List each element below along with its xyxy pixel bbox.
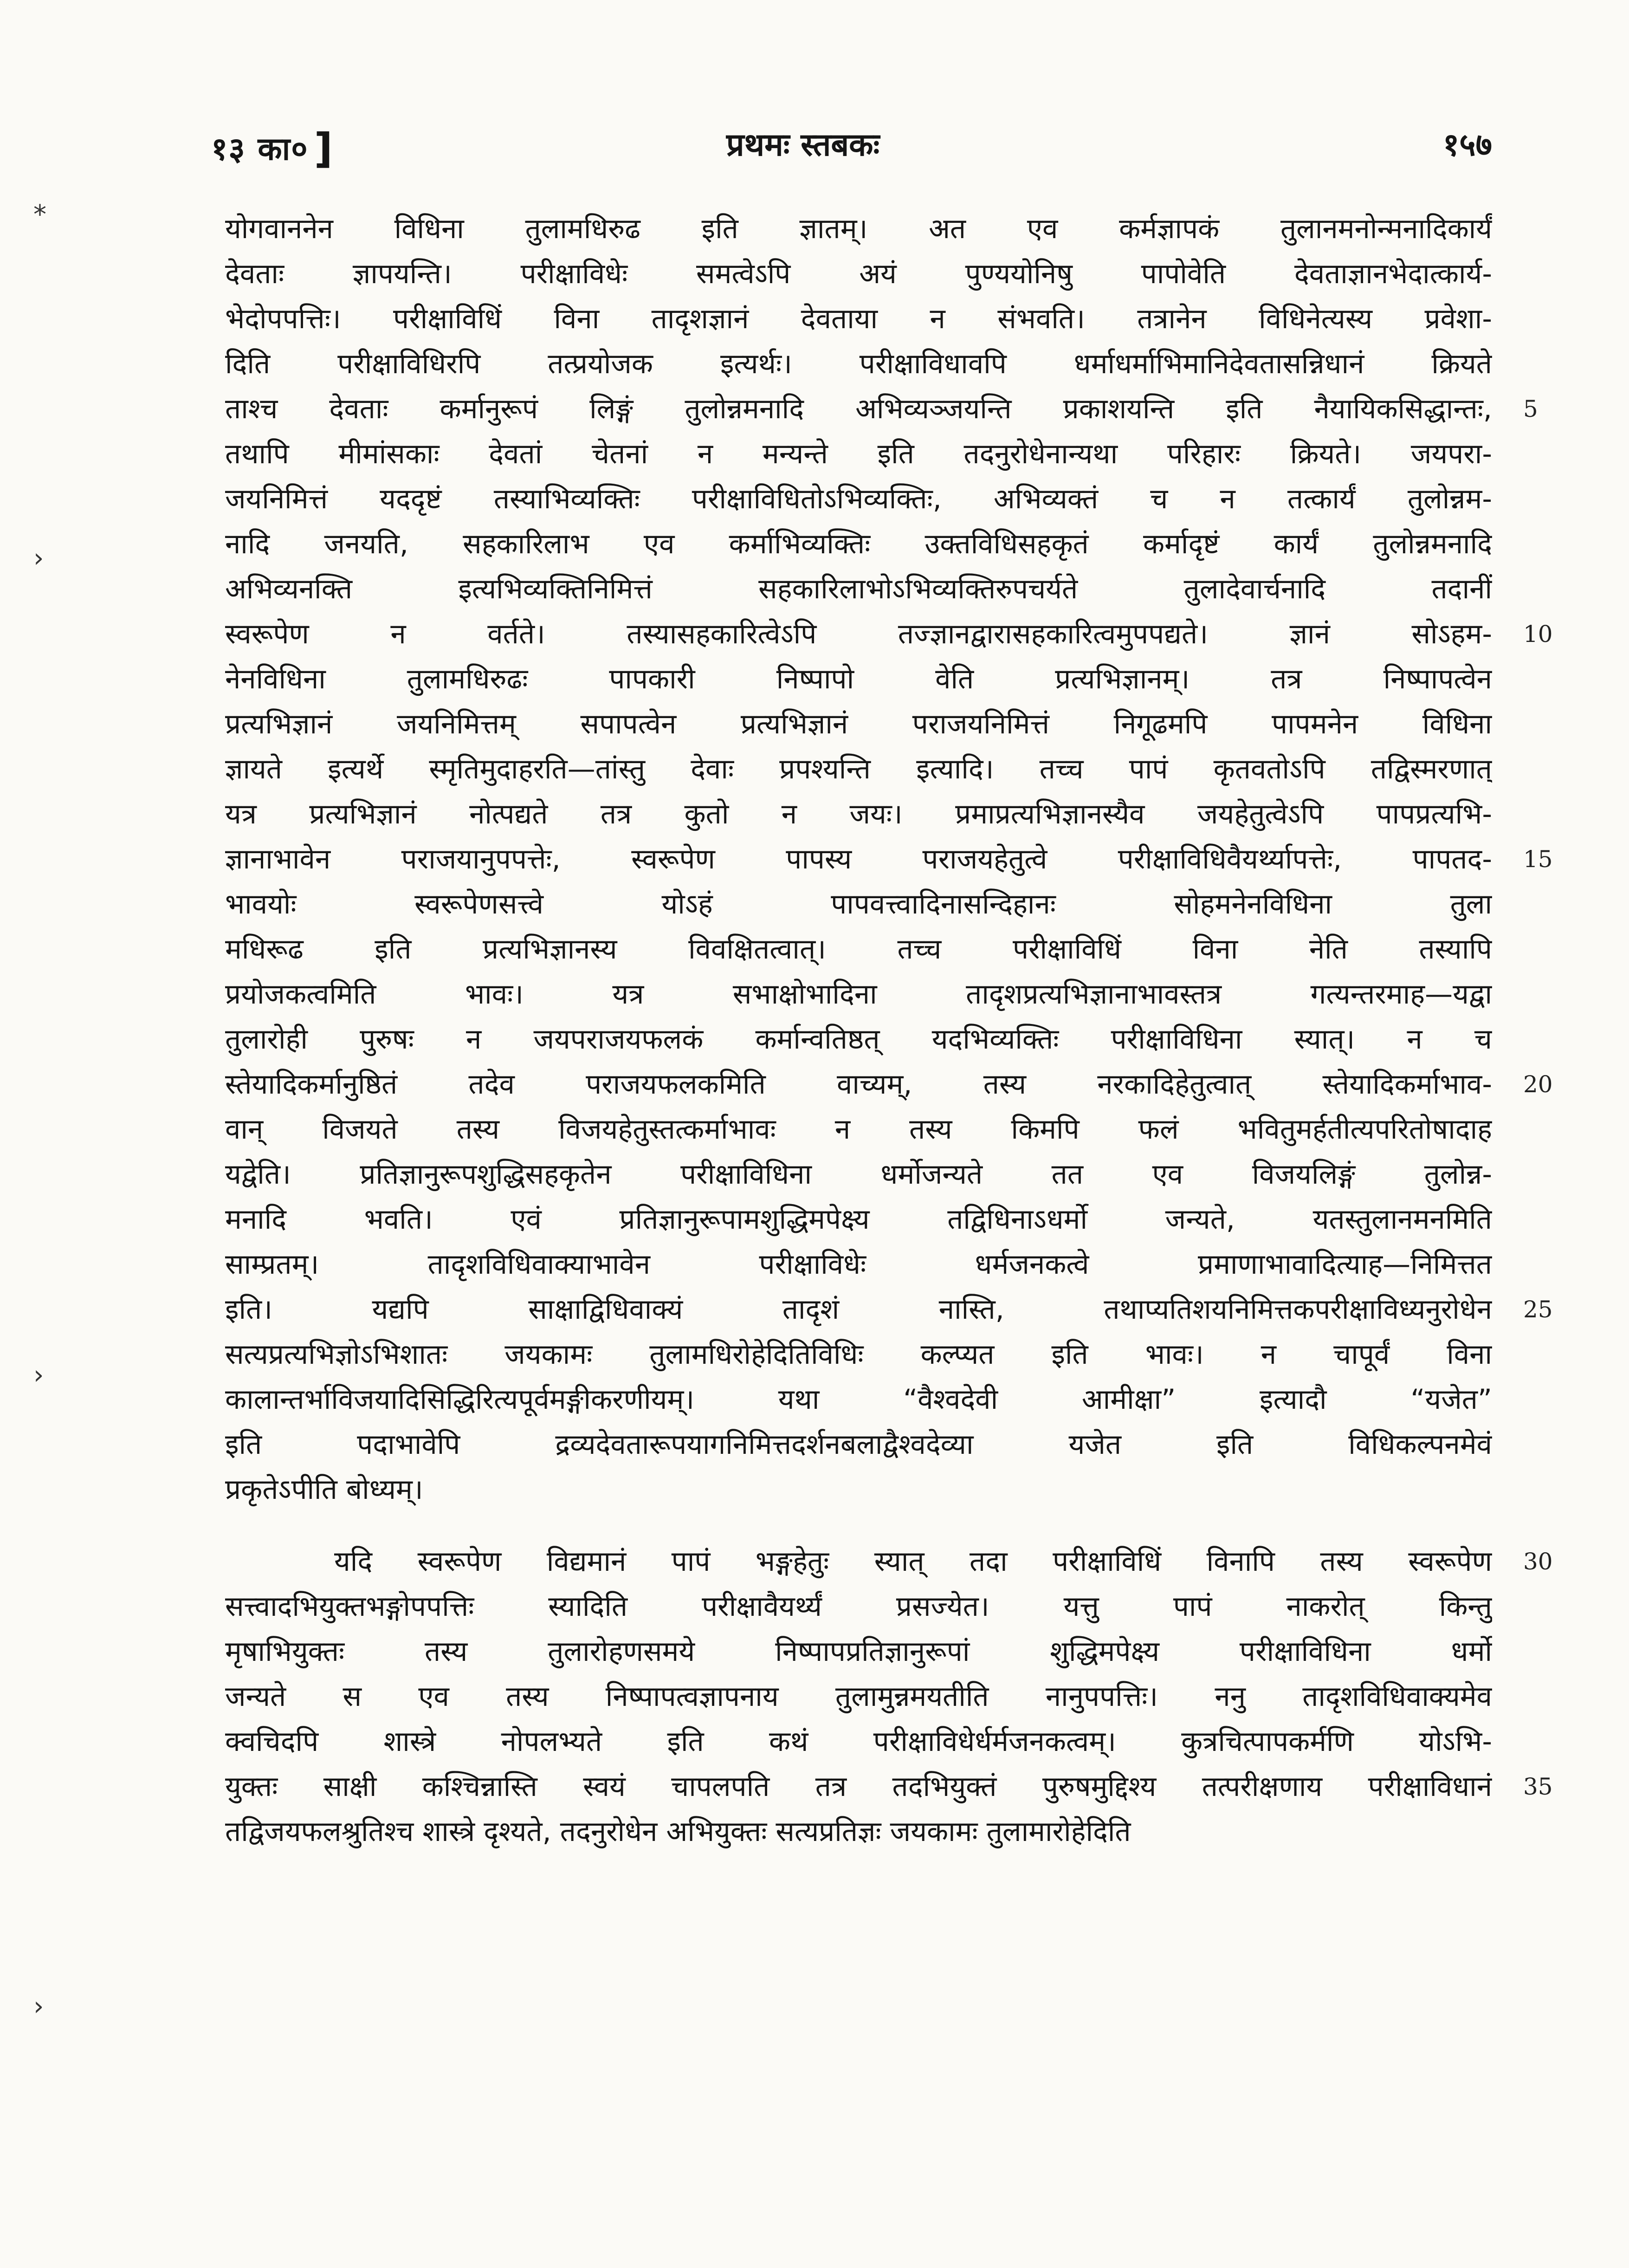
text-line: प्रयोजकत्वमिति भावः। यत्र सभाक्षोभादिना तादृशप्रत्यभिज्ञानाभावस्तत्र गत्यन्तरमाह—यद्वा — [225, 978, 1492, 1011]
text-line: युक्तः साक्षी कश्चिन्नास्ति स्वयं चापलपति तत्र तदभियुक्तं पुरुषमुद्दिश्य तत्परीक्षणाय परीक्षाविधानं — [225, 1770, 1492, 1803]
text-line: साम्प्रतम्। तादृशविधिवाक्याभावेन परीक्षाविधेः धर्मजनकत्वे प्रमाणाभावादित्याह—निमित्तत — [225, 1248, 1492, 1281]
line-number: 15 — [1523, 846, 1553, 873]
margin-mark: › — [33, 1991, 44, 2022]
text-line: कालान्तर्भाविजयादिसिद्धिरित्यपूर्वमङ्गीकरणीयम्। यथा “वैश्वदेवी आमीक्षा” इत्यादौ “यजेत” — [225, 1383, 1492, 1416]
text-line: दिति परीक्षाविधिरपि तत्प्रयोजक इत्यर्थः। परीक्षाविधावपि धर्माधर्माभिमानिदेवतासन्निधानं क्रियते — [225, 348, 1492, 380]
line-number: 20 — [1523, 1071, 1553, 1098]
margin-mark: › — [33, 543, 44, 573]
header-bracket: ] — [314, 124, 334, 172]
margin-mark: * — [33, 200, 46, 230]
text-line: यदि स्वरूपेण विद्यमानं पापं भङ्गहेतुः स्यात् तदा परीक्षाविधिं विनापि तस्य स्वरूपेण — [334, 1545, 1492, 1578]
text-line: मृषाभियुक्तः तस्य तुलारोहणसमये निष्पापप्रतिज्ञानुरूपां शुद्धिमपेक्ष्य परीक्षाविधिना धर्मो — [225, 1635, 1492, 1668]
text-line: इति। यद्यपि साक्षाद्विधिवाक्यं तादृशं नास्ति, तथाप्यतिशयनिमित्तकपरीक्षाविध्यनुरोधेन — [225, 1293, 1492, 1326]
text-line: यद्वेति। प्रतिज्ञानुरूपशुद्धिसहकृतेन परीक्षाविधिना धर्मोजन्यते तत एव विजयलिङ्गं तुलोन्न- — [225, 1158, 1492, 1191]
text-line: प्रत्यभिज्ञानं जयनिमित्तम् सपापत्वेन प्रत्यभिज्ञानं पराजयनिमित्तं निगूढमपि पापमनेन विधिना — [225, 708, 1492, 740]
line-number: 25 — [1523, 1296, 1553, 1323]
text-line: जन्यते स एव तस्य निष्पापत्वज्ञापनाय तुलामुन्नमयतीति नानुपपत्तिः। ननु तादृशविधिवाक्यमेव — [225, 1680, 1492, 1713]
text-line: भावयोः स्वरूपेणसत्त्वे योऽहं पापवत्त्वादिनासन्दिहानः सोहमनेनविधिना तुला — [225, 888, 1492, 920]
text-line: स्तेयादिकर्मानुष्ठितं तदेव पराजयफलकमिति वाच्यम्, तस्य नरकादिहेतुत्वात् स्तेयादिकर्माभाव- — [225, 1068, 1492, 1101]
text-line: तुलारोही पुरुषः न जयपराजयफलकं कर्मान्वतिष्ठत् यदभिव्यक्तिः परीक्षाविधिना स्यात्। न च — [225, 1023, 1492, 1056]
text-line: देवताः ज्ञापयन्ति। परीक्षाविधेः समत्वेऽपि अयं पुण्ययोनिषु पापोवेति देवताज्ञानभेदात्कार्य- — [225, 258, 1492, 290]
text-line: ज्ञायते इत्यर्थे स्मृतिमुदाहरति—तांस्तु देवाः प्रपश्यन्ति इत्यादि। तच्च पापं कृतवतोऽपि तद्विस्मरणात् — [225, 753, 1492, 785]
text-line: अभिव्यनक्ति इत्यभिव्यक्तिनिमित्तं सहकारिलाभोऽभिव्यक्तिरुपचर्यते तुलादेवार्चनादि तदानीं — [225, 573, 1492, 605]
running-head-left — [211, 122, 334, 172]
text-line: वान् विजयते तस्य विजयहेतुस्तत्कर्माभावः न तस्य किमपि फलं भवितुमर्हतीत्यपरितोषादाह — [225, 1113, 1492, 1146]
paragraph-2 — [225, 1539, 1492, 1854]
text-line: मनादि भवति। एवं प्रतिज्ञानुरूपामशुद्धिमपेक्ष्य तद्विधिनाऽधर्मो जन्यते, यतस्तुलानमनमिति — [225, 1203, 1492, 1236]
line-number: 30 — [1523, 1548, 1553, 1575]
page-number: १५७ — [1442, 127, 1492, 163]
text-line: यत्र प्रत्यभिज्ञानं नोत्पद्यते तत्र कुतो न जयः। प्रमाप्रत्यभिज्ञानस्यैव जयहेतुत्वेऽपि पापप्रत्यभि- — [225, 798, 1492, 830]
text-line: प्रकृतेऽपीति बोध्यम्। — [225, 1473, 423, 1506]
margin-mark: › — [33, 1360, 44, 1390]
text-line: सत्त्वादभियुक्तभङ्गोपपत्तिः स्यादिति परीक्षावैयर्थ्यं प्रसज्येत। यत्तु पापं नाकरोत् किन्तु — [225, 1590, 1492, 1623]
line-number: 35 — [1523, 1773, 1553, 1800]
text-line: स्वरूपेण न वर्तते। तस्यासहकारित्वेऽपि तज्ज्ञानद्वारासहकारित्वमुपपद्यते। ज्ञानं सोऽहम- — [225, 618, 1492, 650]
line-number: 5 — [1523, 395, 1538, 422]
line-number: 10 — [1523, 621, 1553, 648]
commentary-text — [225, 207, 1492, 1854]
text-line: जयनिमित्तं यददृष्टं तस्याभिव्यक्तिः परीक्षाविधितोऽभिव्यक्तिः, अभिव्यक्तं च न तत्कार्यं तुलोन्नम- — [225, 483, 1492, 515]
text-line: इति पदाभावेपि द्रव्यदेवतारूपयागनिमित्तदर्शनबलाद्वैश्वदेव्या यजेत इति विधिकल्पनमेवं — [225, 1428, 1492, 1461]
text-line: सत्यप्रत्यभिज्ञोऽभिशातः जयकामः तुलामधिरोहेदितिविधिः कल्प्यत इति भावः। न चापूर्वं विना — [225, 1338, 1492, 1371]
text-line: नेनविधिना तुलामधिरुढः पापकारी निष्पापो वेति प्रत्यभिज्ञानम्। तत्र निष्पापत्वेन — [225, 663, 1492, 695]
text-line: तद्विजयफलश्रुतिश्च शास्त्रे दृश्यते, तदनुरोधेन अभियुक्तः सत्यप्रतिज्ञः जयकामः तुलामारोहेदिति — [225, 1815, 1131, 1848]
section-label: १३ का० — [211, 131, 309, 168]
page-header — [211, 122, 1492, 173]
text-line: मधिरूढ इति प्रत्यभिज्ञानस्य विवक्षितत्वात्। तच्च परीक्षाविधिं विना नेति तस्यापि — [225, 933, 1492, 966]
text-line: नादि जनयति, सहकारिलाभ एव कर्माभिव्यक्तिः उक्तविधिसहकृतं कर्मादृष्टं कार्यं तुलोन्नमनादि — [225, 528, 1492, 560]
text-line: ताश्च देवताः कर्मानुरूपं लिङ्गं तुलोन्नमनादि अभिव्यञ्जयन्ति प्रकाशयन्ति इति नैयायिकसिद्धान्तः, — [225, 393, 1492, 425]
text-line: क्वचिदपि शास्त्रे नोपलभ्यते इति कथं परीक्षाविधेर्धर्मजनकत्वम्। कुत्रचित्पापकर्मणि योऽभि- — [225, 1725, 1492, 1758]
paragraph-1 — [225, 207, 1492, 1512]
text-line: योगवाननेन विधिना तुलामधिरुढ इति ज्ञातम्। अत एव कर्मज्ञापकं तुलानमनोन्मनादिकार्यं — [225, 213, 1492, 245]
running-head-title: प्रथमः स्तबकः — [726, 127, 880, 163]
text-line: भेदोपपत्तिः। परीक्षाविधिं विना तादृशज्ञानं देवताया न संभवति। तत्रानेन विधिनेत्यस्य प्रवेशा- — [225, 303, 1492, 335]
text-line: ज्ञानाभावेन पराजयानुपपत्तेः, स्वरूपेण पापस्य पराजयहेतुत्वे परीक्षाविधिवैयर्थ्यापत्तेः, पापतद- — [225, 843, 1492, 875]
text-line: तथापि मीमांसकाः देवतां चेतनां न मन्यन्ते इति तदनुरोधेनान्यथा परिहारः क्रियते। जयपरा- — [225, 438, 1492, 470]
